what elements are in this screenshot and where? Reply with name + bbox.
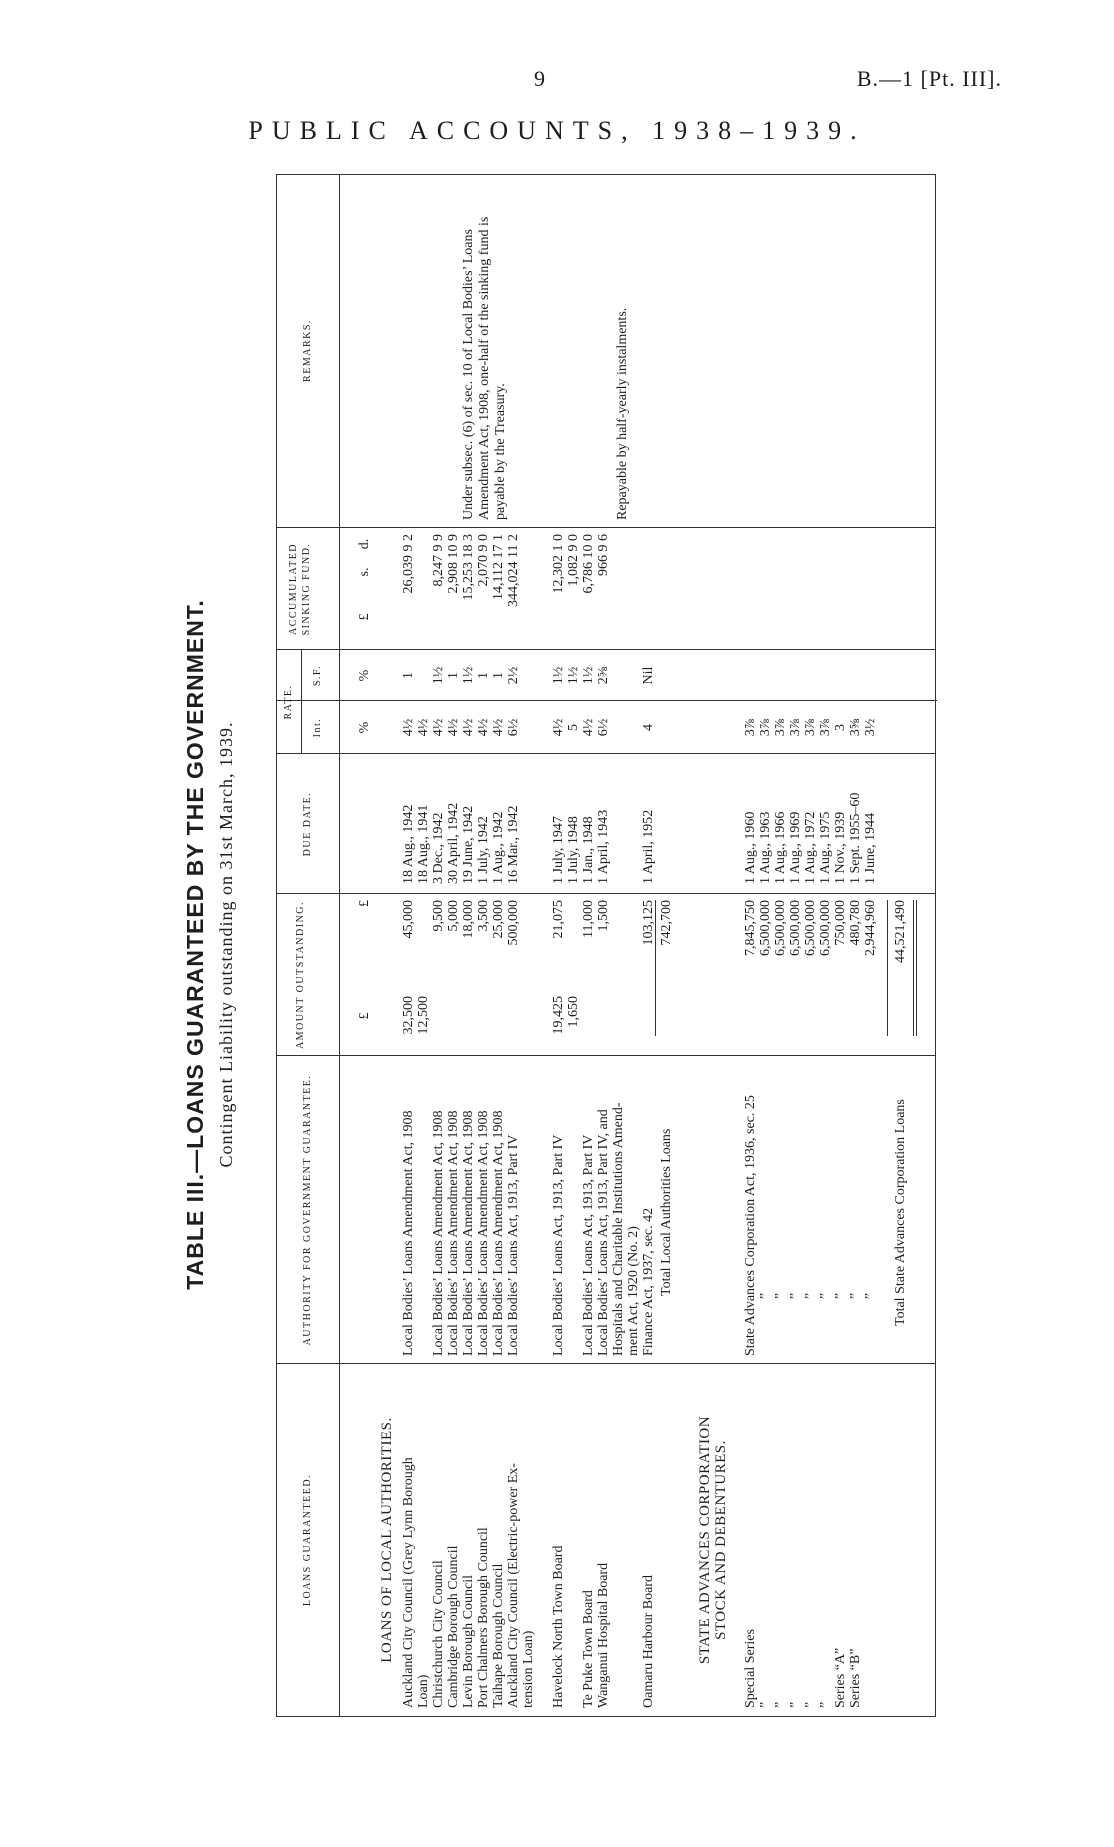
due-date: 1 Aug., 1960 xyxy=(743,811,758,884)
sinking-fund-rate: 2⅝ xyxy=(596,666,611,685)
amount-part: 1,650 xyxy=(566,996,581,1028)
amount-outstanding: 6,500,000 xyxy=(758,900,773,956)
loan-name: Cambridge Borough Council xyxy=(446,1545,461,1708)
sinking-fund-amount: 6,786 10 0 xyxy=(581,534,596,594)
authority: Hospitals and Charitable Institutions Amend- xyxy=(611,1102,626,1356)
subtotal-rule xyxy=(655,900,656,1036)
column-rule xyxy=(277,1055,935,1056)
amount-outstanding: 103,125 xyxy=(641,900,656,946)
interest-rate: 4½ xyxy=(416,718,431,737)
amount-outstanding: 21,075 xyxy=(551,900,566,939)
sinking-fund-rate: 1 xyxy=(476,672,491,679)
amount-outstanding: 7,845,750 xyxy=(743,900,758,956)
section-title: STATE ADVANCES CORPORATION xyxy=(697,1415,713,1665)
due-date: 1 Sept. 1955–60 xyxy=(848,792,863,884)
unit-pound: £ xyxy=(357,900,372,907)
authority: Local Bodies’ Loans Act, 1913, Part IV xyxy=(551,1134,566,1356)
sinking-fund-rate: 1½ xyxy=(431,666,446,685)
sinking-fund-rate: 1½ xyxy=(581,666,596,685)
due-date: 1 Aug., 1963 xyxy=(758,811,773,884)
amount-outstanding: 6,500,000 xyxy=(803,900,818,956)
table-title: TABLE III.—LOANS GUARANTEED BY THE GOVERNMENT. xyxy=(182,599,208,1290)
due-date: 19 June, 1942 xyxy=(461,805,476,884)
interest-rate: 4½ xyxy=(431,718,446,737)
interest-rate: 4½ xyxy=(551,718,566,737)
section-title: LOANS OF LOCAL AUTHORITIES. xyxy=(379,1417,395,1663)
due-date: 1 June, 1944 xyxy=(863,812,878,884)
sinking-fund-rate: 1½ xyxy=(566,666,581,685)
sinking-fund-rate: 1½ xyxy=(461,666,476,685)
interest-rate: 4½ xyxy=(581,718,596,737)
guarantee-table xyxy=(276,174,936,1717)
local-total-label: Total Local Authorities Loans xyxy=(659,1128,674,1296)
header-authority: AUTHORITY FOR GOVERNMENT GUARANTEE. xyxy=(302,1074,313,1346)
due-date: 3 Dec., 1942 xyxy=(431,812,446,884)
authority: Local Bodies’ Loans Amendment Act, 1908 xyxy=(461,1110,476,1356)
header-loans: LOANS GUARANTEED. xyxy=(302,1473,313,1607)
interest-rate: 3⅝ xyxy=(848,718,863,737)
authority: State Advances Corporation Act, 1936, sec. 25 xyxy=(743,1095,758,1356)
local-total-amount: 742,700 xyxy=(659,900,674,946)
authority: Local Bodies’ Loans Amendment Act, 1908 xyxy=(431,1110,446,1356)
header-due-date: DUE DATE. xyxy=(302,791,313,857)
amount-part: 19,425 xyxy=(551,996,566,1035)
authority: Finance Act, 1937, sec. 42 xyxy=(641,1207,656,1356)
loan-name: ” xyxy=(788,1701,803,1708)
interest-rate: 4½ xyxy=(476,718,491,737)
sinking-fund-amount: 26,039 9 2 xyxy=(401,534,416,594)
amount-outstanding: 5,000 xyxy=(446,900,461,932)
sinking-fund-amount: 966 9 6 xyxy=(596,534,611,576)
header-amount: AMOUNT OUTSTANDING. xyxy=(295,900,306,1050)
document-reference: B.—1 [Pt. III]. xyxy=(856,66,1002,91)
sinking-fund-rate: 1 xyxy=(446,672,461,679)
due-date: 1 Nov., 1939 xyxy=(833,811,848,884)
interest-rate: 4½ xyxy=(401,718,416,737)
total-double-rule xyxy=(916,900,917,1036)
total-double-rule xyxy=(913,900,914,1036)
sinking-fund-amount: 344,024 11 2 xyxy=(506,534,521,607)
loan-name: Auckland City Council (Grey Lynn Borough xyxy=(401,1457,416,1708)
column-rule xyxy=(277,893,935,894)
authority: ” xyxy=(773,1292,788,1300)
amount-outstanding: 25,000 xyxy=(491,900,506,939)
amount-part: 12,500 xyxy=(416,996,431,1035)
due-date: 1 July, 1947 xyxy=(551,816,566,884)
loan-name: Series “B” xyxy=(848,1648,863,1708)
authority: ” xyxy=(788,1292,803,1300)
loan-name: ” xyxy=(773,1701,788,1708)
header-rate: RATE. xyxy=(283,684,294,720)
sinking-fund-amount: 12,302 1 0 xyxy=(551,534,566,594)
authority: ” xyxy=(833,1292,848,1300)
remarks-sinking-fund: Under subsec. (6) of sec. 10 of Local Bodies’ Loans Amendment Act, 1908, one-half of the sinking fund is payable by the Treasury. xyxy=(461,216,508,520)
due-date: 1 April, 1952 xyxy=(641,809,656,884)
amount-outstanding: 45,000 xyxy=(401,900,416,939)
sinking-fund-amount: 14,112 17 1 xyxy=(491,534,506,600)
unit-pound: £ xyxy=(357,613,372,621)
sinking-fund-amount: 2,908 10 9 xyxy=(446,534,461,594)
loan-name: Oamaru Harbour Board xyxy=(641,1575,656,1708)
loan-name: Taihape Borough Council xyxy=(491,1563,506,1708)
amount-outstanding: 6,500,000 xyxy=(773,900,788,956)
authority: Local Bodies’ Loans Amendment Act, 1908 xyxy=(401,1110,416,1356)
authority: ” xyxy=(863,1292,878,1300)
interest-rate: 3⅞ xyxy=(758,718,773,737)
authority: ” xyxy=(818,1292,833,1300)
loan-name: Te Puke Town Board xyxy=(581,1590,596,1708)
unit-percent: % xyxy=(357,721,372,734)
amount-outstanding: 3,500 xyxy=(476,900,491,932)
remarks-oamaru: Repayable by half-yearly instalments. xyxy=(615,307,630,520)
due-date: 16 Mar., 1942 xyxy=(506,805,521,884)
due-date: 18 Aug., 1942 xyxy=(401,804,416,884)
interest-rate: 3⅞ xyxy=(818,718,833,737)
loan-name: Christchurch City Council xyxy=(431,1560,446,1708)
amount-part: 32,500 xyxy=(401,996,416,1035)
due-date: 18 Aug., 1941 xyxy=(416,804,431,884)
interest-rate: 3⅞ xyxy=(743,718,758,737)
authority: Local Bodies’ Loans Act, 1913, Part IV xyxy=(506,1134,521,1356)
authority: Local Bodies’ Loans Act, 1913, Part IV, and xyxy=(596,1109,611,1356)
header-int: Int. xyxy=(312,717,323,738)
section-title: STOCK AND DEBENTURES. xyxy=(713,1440,729,1640)
running-head: PUBLIC ACCOUNTS, 1938–1939. xyxy=(248,116,866,145)
authority: ” xyxy=(848,1292,863,1300)
state-total-amount: 44,521,490 xyxy=(893,900,908,963)
interest-rate: 6½ xyxy=(506,718,521,737)
due-date: 1 Aug., 1942 xyxy=(491,811,506,884)
authority: Local Bodies’ Loans Amendment Act, 1908 xyxy=(491,1110,506,1356)
interest-rate: 4 xyxy=(641,724,656,731)
loan-name: Wanganui Hospital Board xyxy=(596,1562,611,1708)
loan-name: ” xyxy=(818,1701,833,1708)
interest-rate: 4½ xyxy=(491,718,506,737)
total-rule xyxy=(887,900,888,1036)
table-subtitle: Contingent Liability outstanding on 31st March, 1939. xyxy=(216,721,236,1168)
loan-name: Loan) xyxy=(416,1674,431,1708)
rotated-table-block xyxy=(182,172,942,1717)
loan-name: Special Series xyxy=(743,1629,758,1708)
state-total-label: Total State Advances Corporation Loans xyxy=(893,1099,908,1326)
due-date: 1 July, 1942 xyxy=(476,816,491,884)
interest-rate: 3⅞ xyxy=(803,718,818,737)
sinking-fund-amount: 2,070 9 0 xyxy=(476,534,491,587)
authority: Local Bodies’ Loans Amendment Act, 1908 xyxy=(446,1110,461,1356)
loan-name: ” xyxy=(758,1701,773,1708)
interest-rate: 3 xyxy=(833,724,848,731)
loan-name: Levin Borough Council xyxy=(461,1575,476,1708)
unit-pence: d. xyxy=(357,538,372,550)
due-date: 1 July, 1948 xyxy=(566,816,581,884)
due-date: 1 Aug., 1975 xyxy=(818,811,833,884)
due-date: 1 April, 1943 xyxy=(596,809,611,884)
interest-rate: 5 xyxy=(566,724,581,731)
due-date: 1 Aug., 1966 xyxy=(773,811,788,884)
authority: ment Act, 1920 (No. 2) xyxy=(626,1226,641,1356)
loan-name: Port Chalmers Borough Council xyxy=(476,1527,491,1708)
sinking-fund-rate: 1 xyxy=(401,672,416,679)
column-rule xyxy=(277,1363,935,1364)
sinking-fund-rate: Nil xyxy=(641,666,656,685)
due-date: 1 Jan., 1948 xyxy=(581,816,596,884)
sinking-fund-amount: 1,082 9 0 xyxy=(566,534,581,587)
loan-name: Auckland City Council (Electric-power Ex- xyxy=(506,1463,521,1708)
amount-outstanding: 2,944,960 xyxy=(863,900,878,956)
loan-name: ” xyxy=(803,1701,818,1708)
amount-outstanding: 1,500 xyxy=(596,900,611,932)
sinking-fund-amount: 8,247 9 9 xyxy=(431,534,446,587)
due-date: 1 Aug., 1972 xyxy=(803,811,818,884)
authority: ” xyxy=(758,1292,773,1300)
due-date: 1 Aug., 1969 xyxy=(788,811,803,884)
column-rule xyxy=(277,527,935,528)
header-sinking-fund: ACCUMULATED SINKING FUND. xyxy=(288,542,312,636)
interest-rate: 3½ xyxy=(863,718,878,737)
sinking-fund-amount: 15,253 18 3 xyxy=(461,534,476,601)
unit-pound: £ xyxy=(357,1012,372,1020)
unit-shillings: s. xyxy=(357,567,372,577)
amount-outstanding: 750,000 xyxy=(833,900,848,946)
amount-outstanding: 6,500,000 xyxy=(788,900,803,956)
amount-outstanding: 11,000 xyxy=(581,900,596,938)
due-date: 30 April, 1942 xyxy=(446,802,461,884)
authority: ” xyxy=(803,1292,818,1300)
authority: Local Bodies’ Loans Amendment Act, 1908 xyxy=(476,1110,491,1356)
interest-rate: 3⅞ xyxy=(788,718,803,737)
header-rule xyxy=(339,175,340,1716)
header-sf: S.F. xyxy=(312,664,323,687)
amount-outstanding: 500,000 xyxy=(506,900,521,946)
header-remarks: REMARKS. xyxy=(302,319,313,382)
rate-header-rule xyxy=(301,650,302,754)
page-number: 9 xyxy=(534,66,545,91)
amount-outstanding: 18,000 xyxy=(461,900,476,939)
interest-rate: 6½ xyxy=(596,718,611,737)
interest-rate: 3⅞ xyxy=(773,718,788,737)
amount-outstanding: 9,500 xyxy=(431,900,446,932)
interest-rate: 4½ xyxy=(446,718,461,737)
loan-name: tension Loan) xyxy=(521,1630,536,1708)
loan-name: Series “A” xyxy=(833,1647,848,1708)
sinking-fund-rate: 1½ xyxy=(551,666,566,685)
unit-percent: % xyxy=(357,669,372,682)
sinking-fund-rate: 2½ xyxy=(506,666,521,685)
amount-outstanding: 6,500,000 xyxy=(818,900,833,956)
sinking-fund-rate: 1 xyxy=(491,672,506,679)
interest-rate: 4½ xyxy=(461,718,476,737)
amount-outstanding: 480,780 xyxy=(848,900,863,946)
loan-name: Havelock North Town Board xyxy=(551,1545,566,1708)
authority: Local Bodies’ Loans Act, 1913, Part IV xyxy=(581,1134,596,1356)
